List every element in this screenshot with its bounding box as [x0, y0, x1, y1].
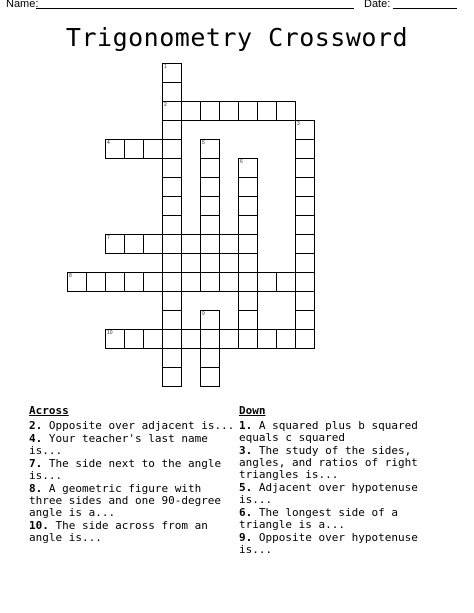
crossword-cell[interactable]	[143, 272, 163, 292]
crossword-cell[interactable]	[276, 272, 296, 292]
crossword-cell[interactable]	[200, 234, 220, 254]
crossword-cell[interactable]	[200, 348, 220, 368]
crossword-cell[interactable]	[257, 101, 277, 121]
crossword-cell[interactable]	[238, 196, 258, 216]
name-label: Name:	[6, 0, 39, 10]
crossword-cell[interactable]	[162, 367, 182, 387]
crossword-cell[interactable]	[219, 329, 239, 349]
cell-number: 4	[107, 140, 110, 146]
across-heading: Across	[29, 404, 69, 417]
crossword-cell[interactable]	[105, 329, 125, 349]
crossword-cell[interactable]	[238, 272, 258, 292]
cell-number: 8	[69, 273, 72, 279]
clue-across-10: 10. The side across from an angle is...	[29, 519, 208, 544]
clue-down-9: 9. Opposite over hypotenuse is...	[239, 531, 418, 556]
crossword-cell[interactable]	[162, 120, 182, 140]
crossword-cell[interactable]	[124, 139, 144, 159]
crossword-cell[interactable]	[295, 120, 315, 140]
crossword-cell[interactable]	[219, 272, 239, 292]
crossword-cell[interactable]	[295, 253, 315, 273]
crossword-cell[interactable]	[219, 234, 239, 254]
crossword-cell[interactable]	[124, 234, 144, 254]
crossword-cell[interactable]	[295, 272, 315, 292]
crossword-cell[interactable]	[162, 310, 182, 330]
crossword-cell[interactable]	[276, 101, 296, 121]
crossword-cell[interactable]	[162, 291, 182, 311]
crossword-cell[interactable]	[200, 158, 220, 178]
crossword-cell[interactable]	[124, 329, 144, 349]
crossword-cell[interactable]	[200, 367, 220, 387]
crossword-cell[interactable]	[162, 139, 182, 159]
crossword-cell[interactable]	[276, 329, 296, 349]
crossword-cell[interactable]	[105, 272, 125, 292]
crossword-cell[interactable]	[181, 272, 201, 292]
crossword-cell[interactable]	[238, 177, 258, 197]
crossword-cell[interactable]	[257, 329, 277, 349]
cell-number: 5	[202, 140, 205, 146]
page-title: Trigonometry Crossword	[65, 23, 409, 52]
crossword-cell[interactable]	[200, 177, 220, 197]
header	[0, 0, 474, 12]
crossword-cell[interactable]	[200, 139, 220, 159]
crossword-cell[interactable]	[200, 101, 220, 121]
crossword-cell[interactable]	[162, 348, 182, 368]
crossword-cell[interactable]	[238, 329, 258, 349]
cell-number: 3	[297, 121, 300, 127]
crossword-cell[interactable]	[219, 101, 239, 121]
clue-across-8: 8. A geometric figure with three sides and one 90-degree angle is a...	[29, 482, 222, 519]
cell-number: 1	[164, 64, 167, 70]
crossword-cell[interactable]	[162, 253, 182, 273]
crossword-cell[interactable]	[200, 253, 220, 273]
crossword-cell[interactable]	[295, 310, 315, 330]
crossword-cell[interactable]	[200, 215, 220, 235]
crossword-cell[interactable]	[295, 291, 315, 311]
crossword-cell[interactable]	[200, 310, 220, 330]
date-field[interactable]	[393, 8, 457, 9]
crossword-cell[interactable]	[238, 215, 258, 235]
crossword-cell[interactable]	[143, 329, 163, 349]
crossword-cell[interactable]	[162, 329, 182, 349]
crossword-cell[interactable]	[200, 329, 220, 349]
crossword-cell[interactable]	[86, 272, 106, 292]
clue-across-4: 4. Your teacher's last name is...	[29, 432, 208, 457]
crossword-cell[interactable]	[238, 158, 258, 178]
crossword-cell[interactable]	[67, 272, 87, 292]
crossword-cell[interactable]	[295, 196, 315, 216]
crossword-cell[interactable]	[162, 82, 182, 102]
name-field[interactable]	[36, 8, 354, 9]
clue-across-2: 2. Opposite over adjacent is...	[29, 419, 235, 432]
crossword-cell[interactable]	[162, 63, 182, 83]
crossword-cell[interactable]	[162, 215, 182, 235]
crossword-cell[interactable]	[181, 234, 201, 254]
crossword-cell[interactable]	[162, 158, 182, 178]
crossword-cell[interactable]	[257, 272, 277, 292]
crossword-cell[interactable]	[238, 291, 258, 311]
down-heading: Down	[239, 404, 266, 417]
crossword-cell[interactable]	[295, 139, 315, 159]
cell-number: 7	[107, 235, 110, 241]
crossword-cell[interactable]	[143, 139, 163, 159]
clue-down-5: 5. Adjacent over hypotenuse is...	[239, 481, 418, 506]
crossword-cell[interactable]	[162, 196, 182, 216]
clue-down-6: 6. The longest side of a triangle is a...	[239, 506, 398, 531]
crossword-cell[interactable]	[143, 234, 163, 254]
cell-number: 2	[164, 102, 167, 108]
crossword-cell[interactable]	[181, 329, 201, 349]
crossword-cell[interactable]	[295, 234, 315, 254]
crossword-cell[interactable]	[162, 177, 182, 197]
cell-number: 10	[107, 330, 113, 336]
crossword-cell[interactable]	[105, 139, 125, 159]
crossword-cell[interactable]	[295, 329, 315, 349]
crossword-cell[interactable]	[238, 234, 258, 254]
crossword-cell[interactable]	[238, 253, 258, 273]
crossword-cell[interactable]	[124, 272, 144, 292]
cell-number: 9	[202, 311, 205, 317]
down-clues	[239, 405, 435, 557]
crossword-cell[interactable]	[200, 272, 220, 292]
crossword-cell[interactable]	[238, 310, 258, 330]
crossword-cell[interactable]	[295, 158, 315, 178]
clue-across-7: 7. The side next to the angle is...	[29, 457, 222, 482]
crossword-cell[interactable]	[162, 101, 182, 121]
crossword-cell[interactable]	[162, 272, 182, 292]
crossword-cell[interactable]	[162, 234, 182, 254]
clue-down-3: 3. The study of the sides, angles, and ratios of right triangles is...	[239, 444, 418, 481]
crossword-cell[interactable]	[295, 177, 315, 197]
cell-number: 6	[240, 159, 243, 165]
crossword-cell[interactable]	[105, 234, 125, 254]
crossword-cell[interactable]	[181, 101, 201, 121]
crossword-cell[interactable]	[295, 215, 315, 235]
clue-down-1: 1. A squared plus b squared equals c squared	[239, 419, 418, 444]
date-label: Date:	[364, 0, 391, 10]
crossword-cell[interactable]	[238, 101, 258, 121]
crossword-cell[interactable]	[200, 196, 220, 216]
across-clues	[29, 405, 239, 545]
